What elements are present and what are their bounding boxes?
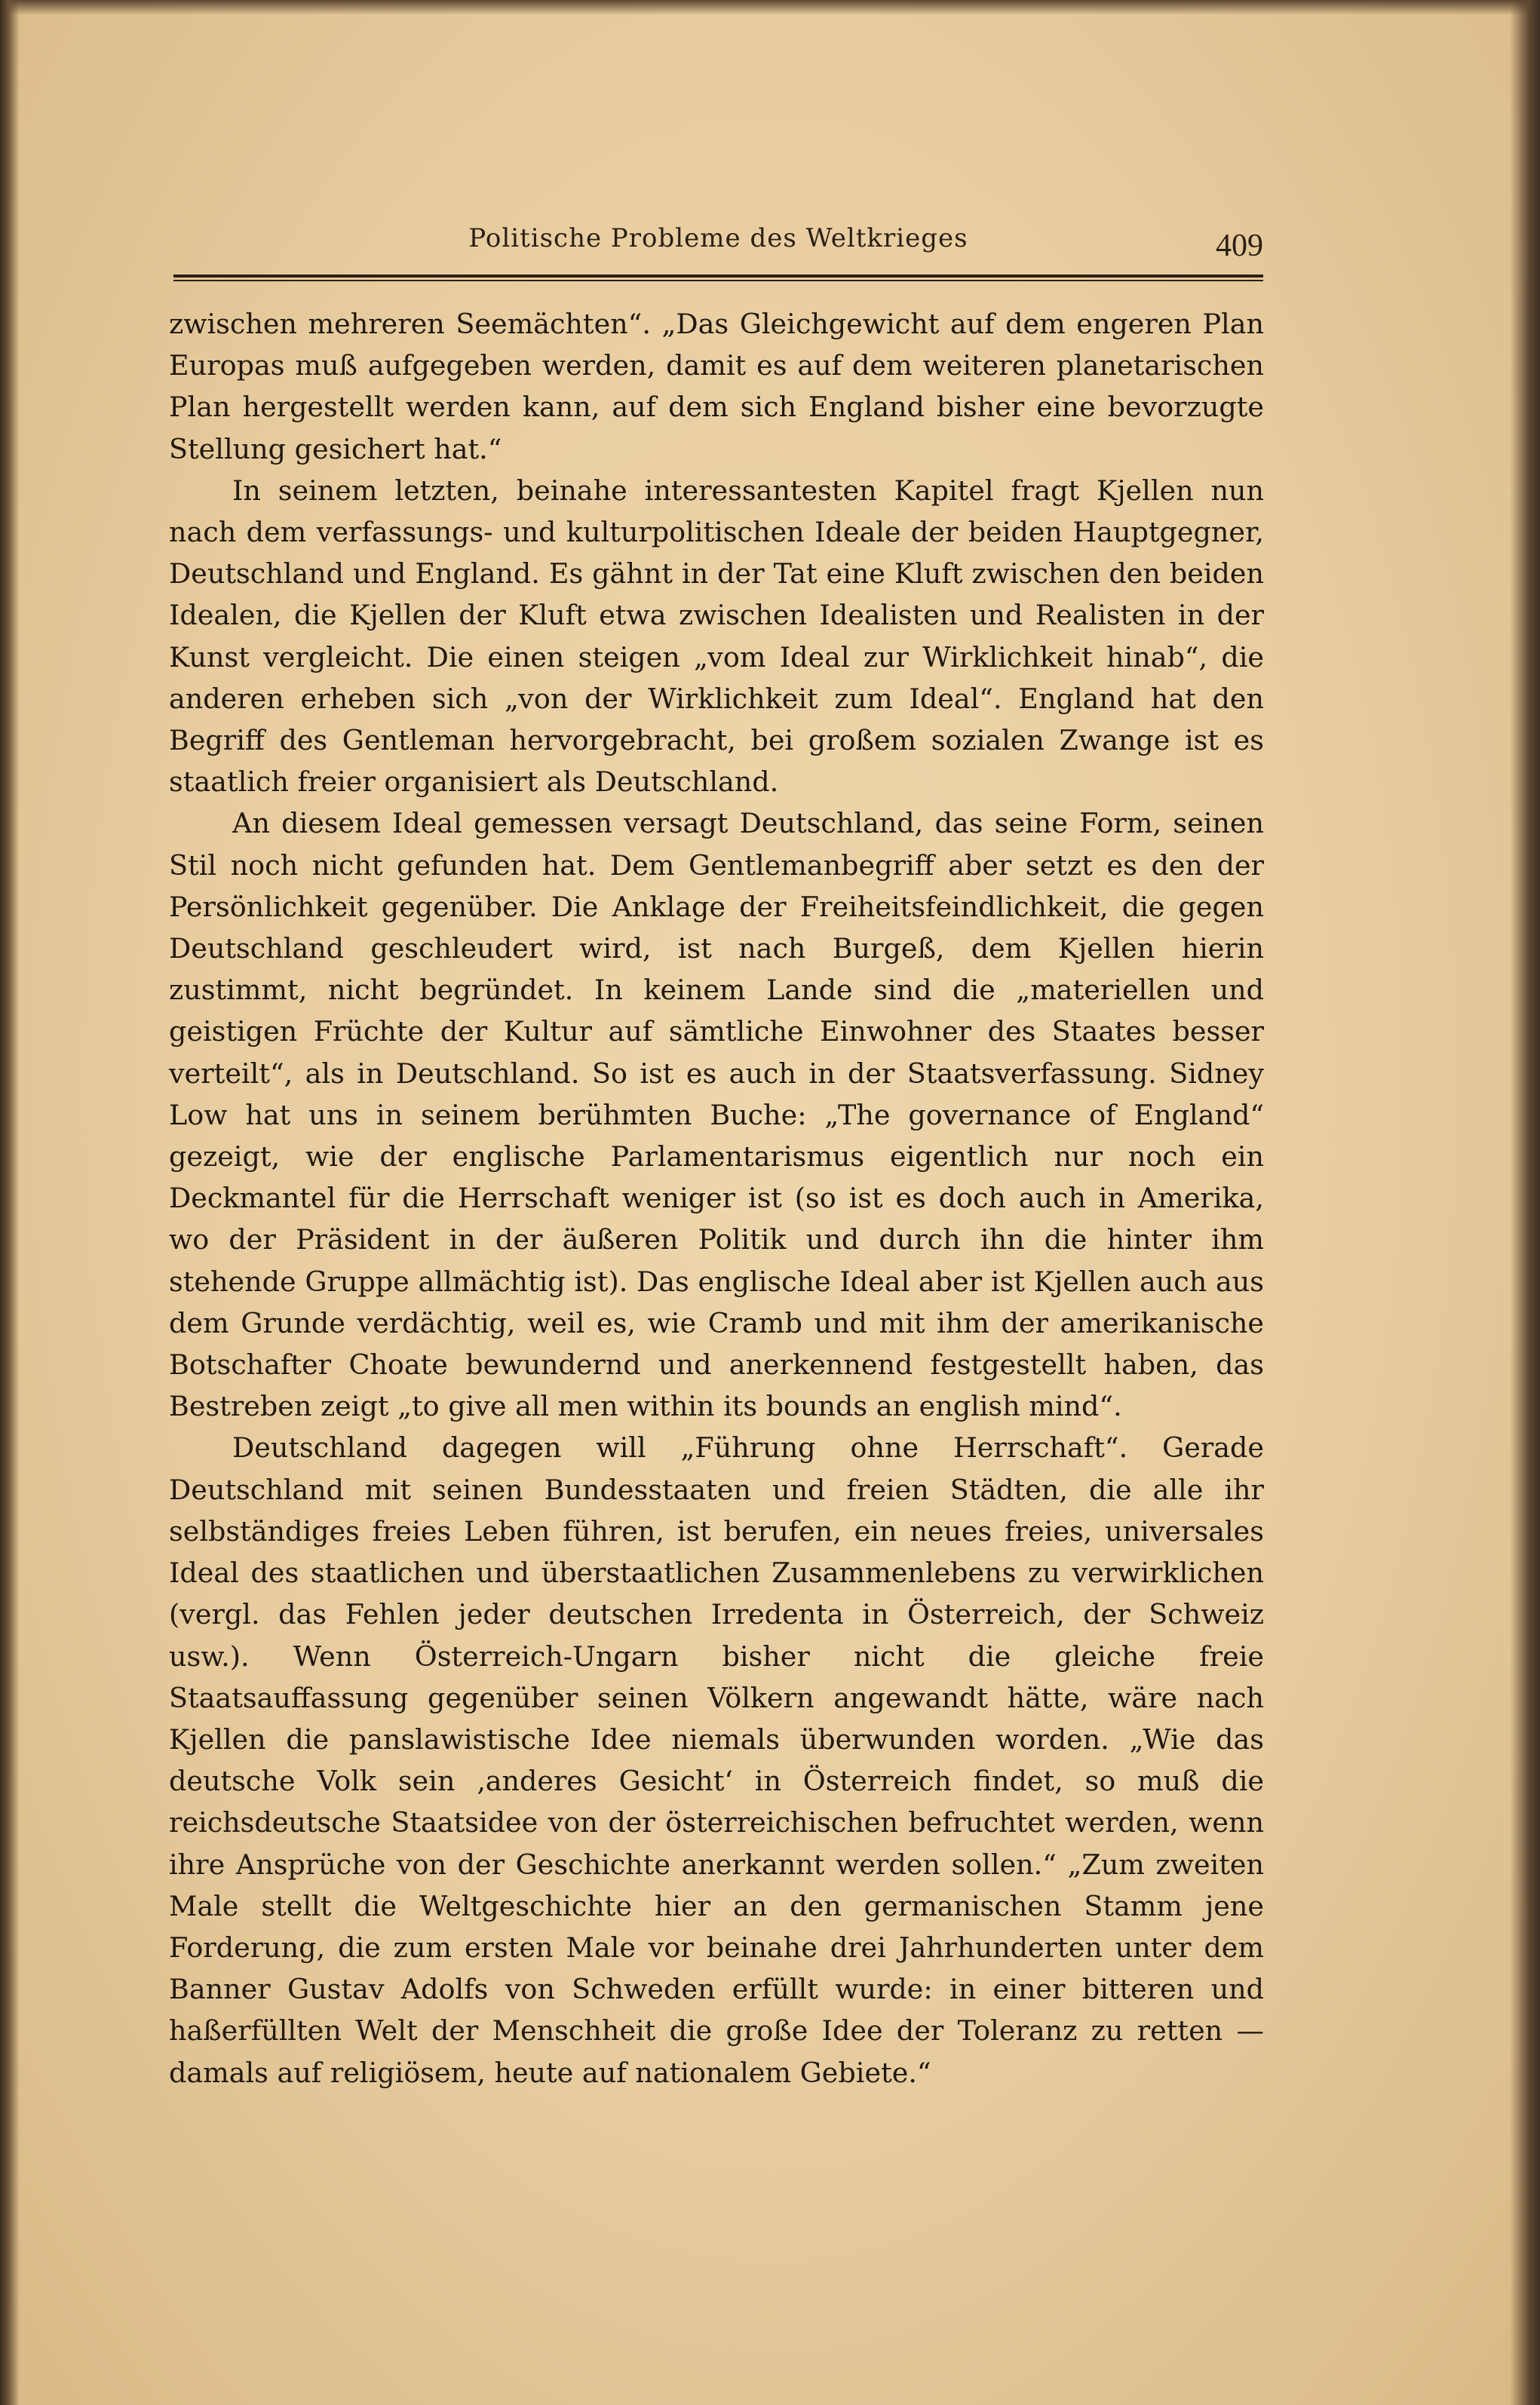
header-rule-thin [173,280,1263,281]
header-rule-thick [173,275,1263,278]
running-title: Politische Probleme des Weltkrieges [468,223,968,253]
page-left-shadow [0,0,20,2405]
body-text [169,303,1264,2094]
paragraph-gentleman: An diesem Ideal gemessen versagt Deutschland, das seine Form, seinen Stil noch nicht gefunden hat. Dem Gentlemanbegriff aber setzt es den der Persönlichkeit gegenüber. Die Anklage der Freiheitsfeindlichkeit, die gegen Deutschland geschleudert wird, ist nach Burgeß, dem Kjellen hierin zustimmt, nicht begründet. In keinem Lande sind die „materiellen und geistigen Früchte der Kultur auf sämtliche Einwohner des Staates besser verteilt“, als in Deutschland. So ist es auch in der Staatsverfassung. Sidney Low hat uns in seinem berühmten Buche: „The governance of England“ gezeigt, wie der englische Parlamentarismus eigentlich nur noch ein Deckmantel für die Herrschaft weniger ist (so ist es doch auch in Amerika, wo der Präsident in der äußeren Politik und durch ihn die hinter ihm stehende Gruppe allmächtig ist). Das englische Ideal aber ist Kjellen auch aus dem Grunde verdächtig, weil es, wie Cramb und mit ihm der amerikanische Botschafter Choate bewundernd und anerkennend festgestellt haben, das Bestreben zeigt „to give all men within its bounds an english mind“. [169,807,1264,1423]
paragraph-continuation: zwischen mehreren Seemächten“. „Das Gleichgewicht auf dem engeren Plan Europas muß aufgegeben werden, damit es auf dem weiteren planetarischen Plan hergestellt werden kann, auf dem sich England bisher eine bevorzugte Stellung gesichert hat.“ [169,308,1264,465]
page-header [173,223,1263,268]
page-top-shadow [0,0,1540,15]
page-number: 409 [1216,229,1263,263]
page-right-shadow [1510,0,1540,2405]
paragraph-fuehrung: Deutschland dagegen will „Führung ohne Herrschaft“. Gerade Deutschland mit seinen Bundesstaaten und freien Städten, die alle ihr selbständiges freies Leben führen, ist berufen, ein neues freies, universales Ideal des staatlichen und überstaatlichen Zusammenlebens zu verwirklichen (vergl. das Fehlen jeder deutschen Irredenta in Österreich, der Schweiz usw.). Wenn Österreich-Ungarn bisher nicht die gleiche freie Staatsauffassung gegenüber seinen Völkern angewandt hätte, wäre nach Kjellen die panslawistische Idee niemals überwunden worden. „Wie das deutsche Volk sein ‚anderes Gesicht‘ in Österreich findet, so muß die reichsdeutsche Staatsidee von der österreichischen befruchtet werden, wenn ihre Ansprüche von der Geschichte anerkannt werden sollen.“ „Zum zweiten Male stellt die Weltgeschichte hier an den germanischen Stamm jene Forderung, die zum ersten Male vor beinahe drei Jahrhunderten unter dem Banner Gustav Adolfs von Schweden erfüllt wurde: in einer bitteren und haßerfüllten Welt der Menschheit die große Idee der Toleranz zu retten — damals auf religiösem, heute auf nationalem Gebiete.“ [169,1431,1264,2089]
paragraph-ideale: In seinem letzten, beinahe interessantesten Kapitel fragt Kjellen nun nach dem verfassungs- und kulturpolitischen Ideale der beiden Hauptgegner, Deutschland und England. Es gähnt in der Tat eine Kluft zwischen den beiden Idealen, die Kjellen der Kluft etwa zwischen Idealisten und Realisten in der Kunst vergleicht. Die einen steigen „vom Ideal zur Wirklichkeit hinab“, die anderen erheben sich „von der Wirklichkeit zum Ideal“. England hat den Begriff des Gentleman hervorgebracht, bei großem sozialen Zwange ist es staatlich freier organisiert als Deutschland. [169,474,1264,799]
